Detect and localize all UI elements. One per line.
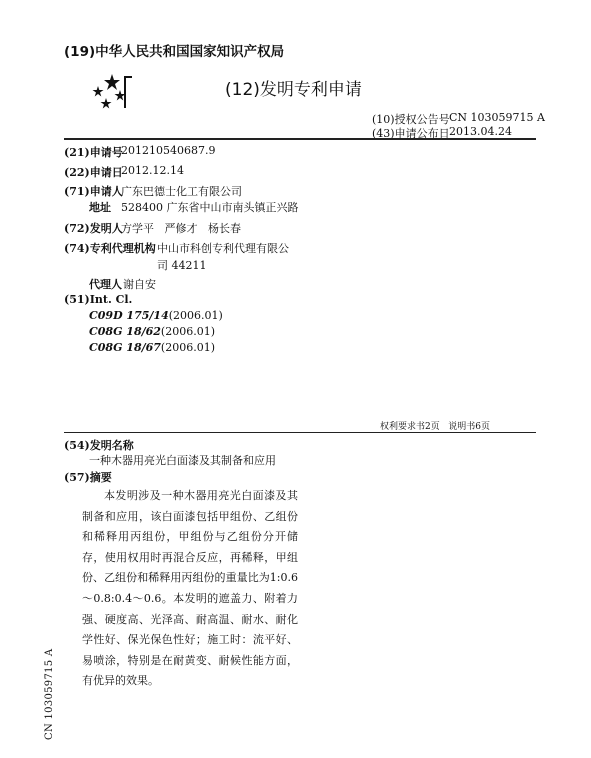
ipc-code: C08G 18/67 [89,341,161,354]
header-divider [64,138,536,140]
address: 528400 广东省中山市南头镇正兴路 [121,201,299,214]
agency-line-1: 中山市科创专利代理有限公 [157,242,289,255]
ipc-entry [89,309,223,322]
agent-label: 代理人 [89,278,122,291]
publication-date: 2013.04.24 [449,125,512,138]
applicant-label: (71)申请人 [64,185,123,198]
ipc-version: (2006.01) [160,325,215,338]
ipc-version: (2006.01) [168,309,223,322]
ipc-label: (51)Int. Cl. [64,293,133,306]
abstract-text: 本发明涉及一种木器用亮光白面漆及其制备和应用，该白面漆包括甲组份、乙组份和稀释用丙组份，甲组份与乙组份分开储存，使用权用时再混合反应，再稀释，甲组份、乙组份和稀释用丙组份的重量比为1:0.6～0.8:0.4～0.6。本发明的遮盖力、附着力强、硬度高、光泽高、耐高温、耐水、耐化学性好、保光保色性好；施工时：流平好、易喷涂，特别是在耐黄变、耐候性能方面，有优异的效果。 [82,489,298,688]
inventors: 方学平 严修才 杨长春 [121,222,241,235]
cnipa-logo-icon [90,72,134,112]
title-label: (54)发明名称 [64,439,134,452]
publication-date-label: (43)申请公布日 [372,127,450,140]
ipc-version: (2006.01) [160,341,215,354]
ipc-code: C08G 18/62 [89,325,161,338]
ipc-code: C09D 175/14 [89,309,169,322]
application-date: 2012.12.14 [121,164,184,177]
publication-number: CN 103059715 A [449,111,545,124]
applicant: 广东巴德士化工有限公司 [121,185,242,198]
abstract-label: (57)摘要 [64,471,112,484]
address-label: 地址 [89,201,111,214]
application-number-label: (21)申请号 [64,146,123,159]
inventors-label: (72)发明人 [64,222,123,235]
office-name: (19)中华人民共和国国家知识产权局 [64,44,285,60]
invention-title: 一种木器用亮光白面漆及其制备和应用 [89,454,276,467]
application-number: 201210540687.9 [121,144,216,157]
publication-number-label: (10)授权公告号 [372,113,450,126]
ipc-entry [89,325,215,338]
pages-note: 权利要求书2页 说明书6页 [380,422,491,432]
agency-line-2: 司 44211 [157,259,207,272]
agent: 谢自安 [123,278,156,291]
pages-divider [64,432,536,433]
ipc-entry [89,341,215,354]
application-date-label: (22)申请日 [64,166,123,179]
side-publication-number: CN 103059715 A [44,648,55,740]
document-type: (12)发明专利申请 [225,80,362,100]
agency-label: (74)专利代理机构 [64,242,156,255]
